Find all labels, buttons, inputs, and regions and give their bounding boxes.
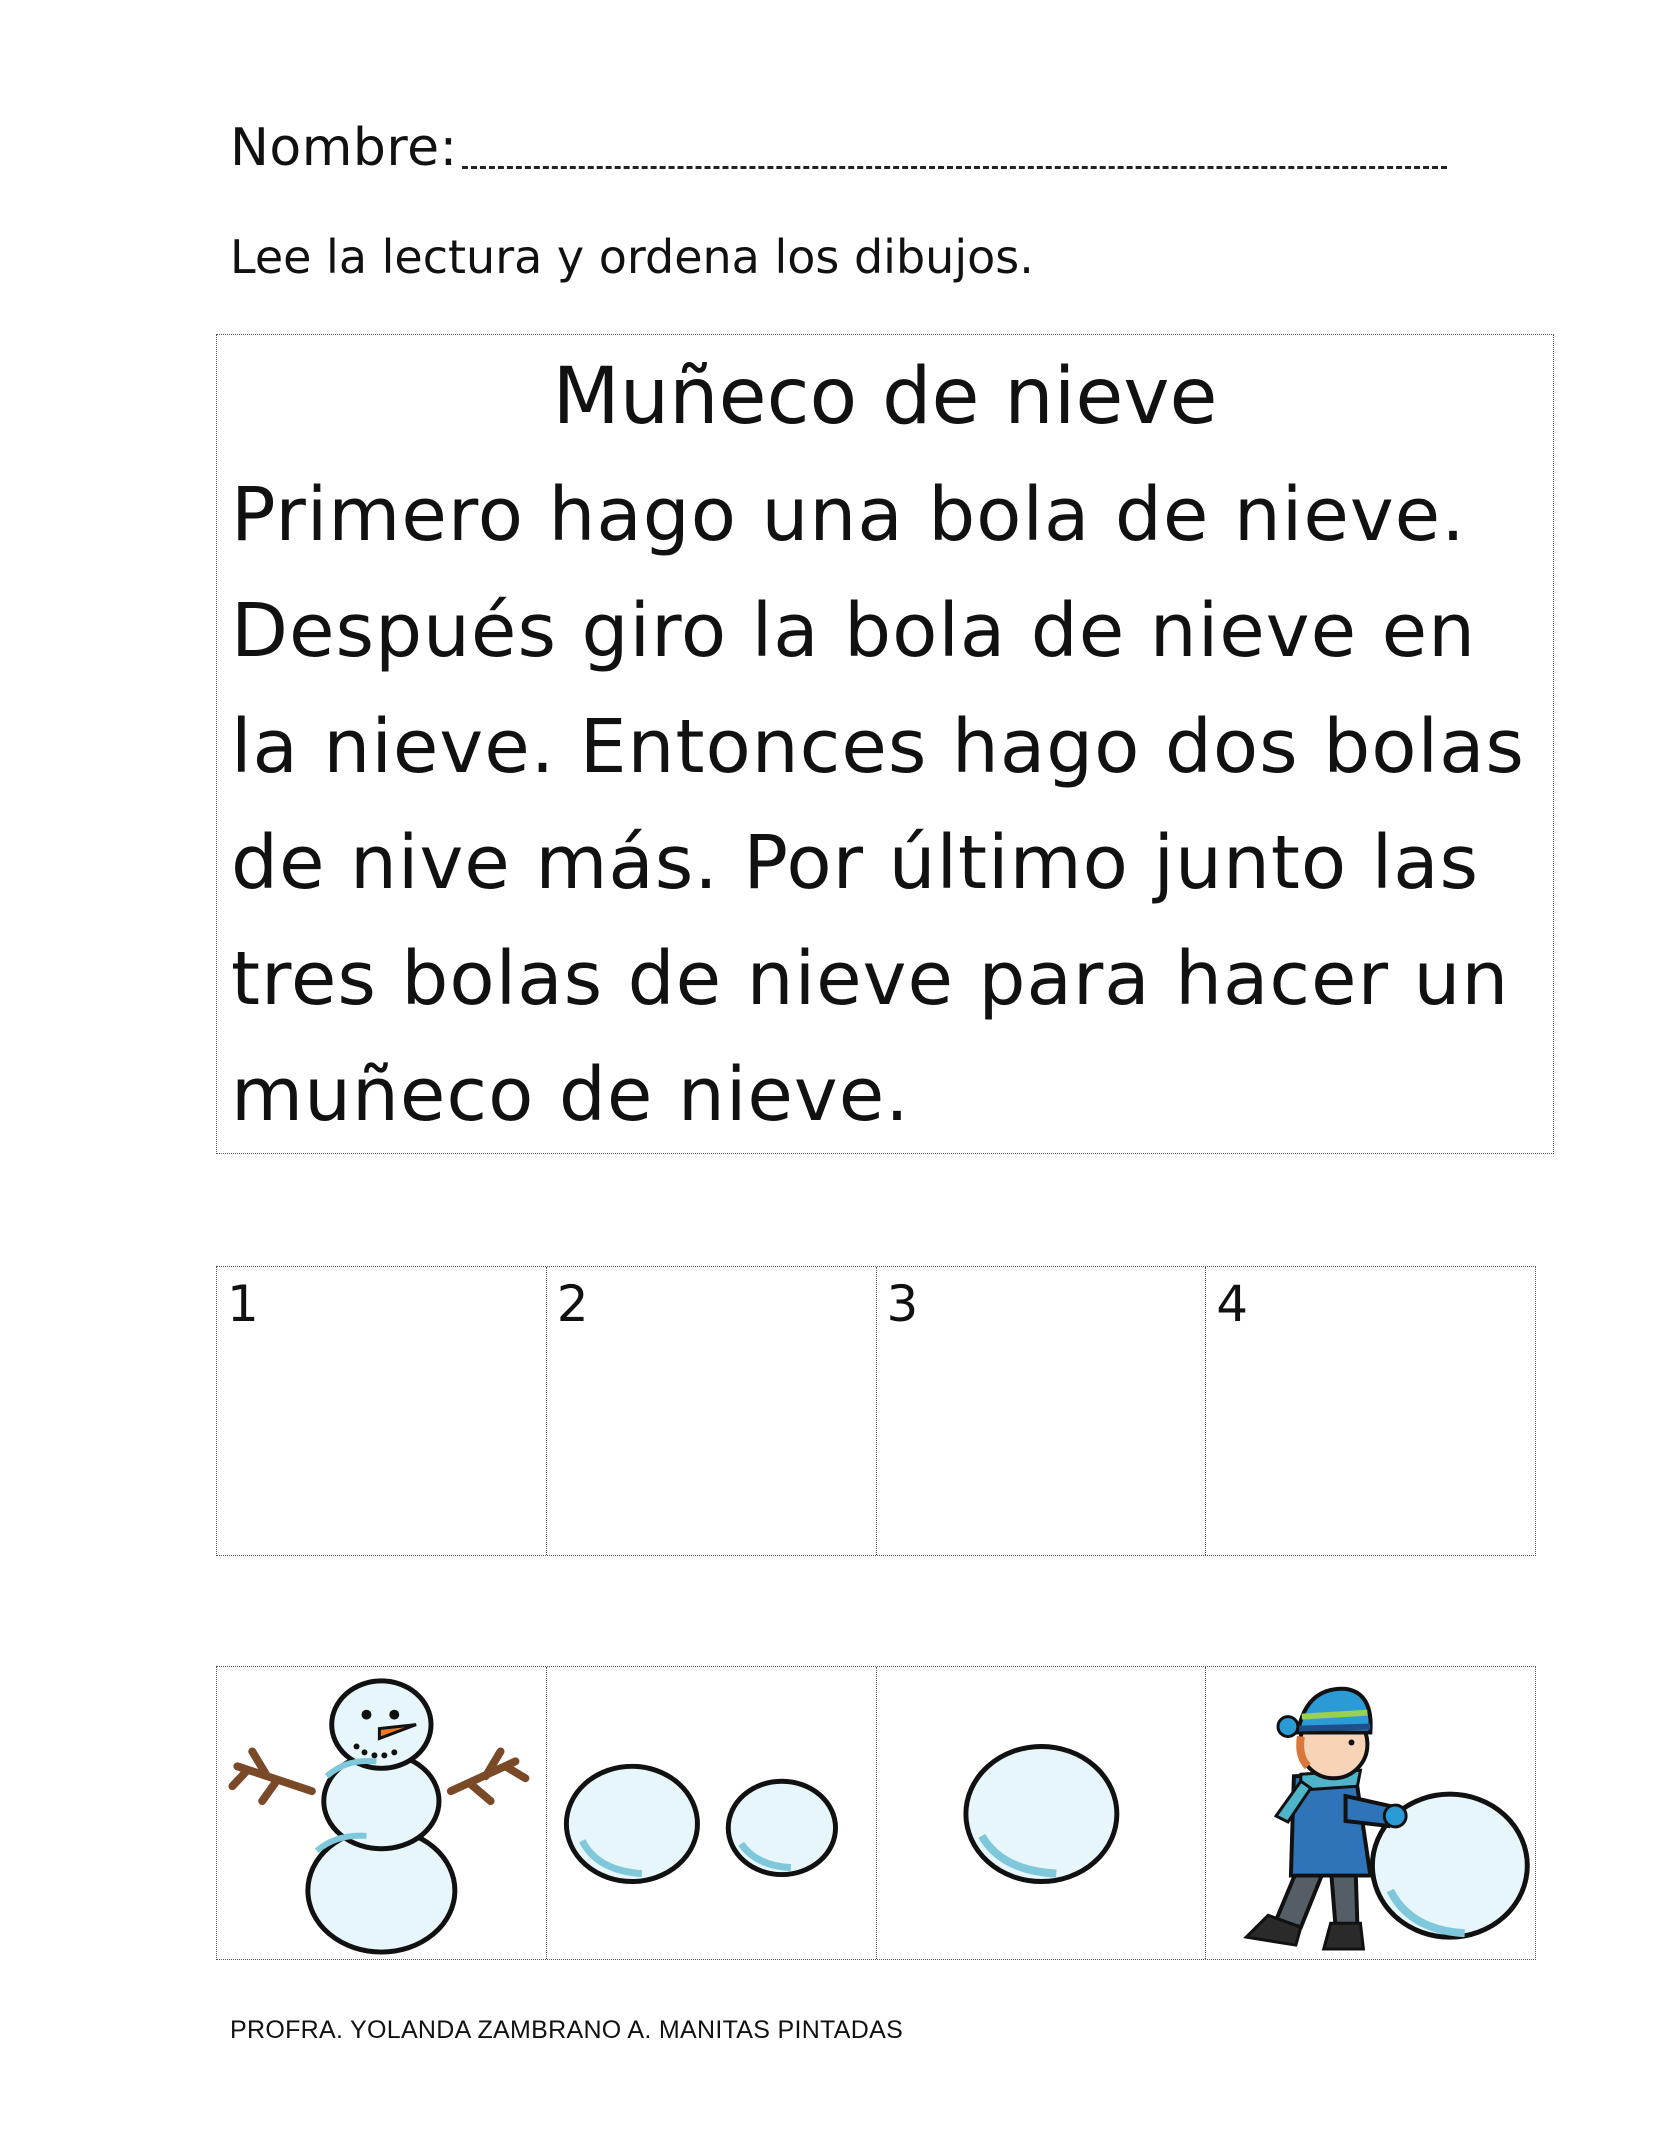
footer-credit: PROFRA. YOLANDA ZAMBRANO A. MANITAS PINTADAS (230, 2016, 904, 2044)
name-label: Nombre: (230, 118, 458, 178)
picture-card-child-rolling-snowball[interactable] (1206, 1667, 1535, 1959)
reading-box (216, 334, 1554, 1154)
child-rolling-snowball-icon (1206, 1667, 1535, 1959)
picture-card-snowball[interactable] (877, 1667, 1207, 1959)
snowball-icon (877, 1667, 1206, 1959)
answer-number: 2 (556, 1275, 589, 1333)
reading-title: Muñeco de nieve (552, 352, 1218, 442)
reading-text: Primero hago una bola de nieve. Después giro la bola de nieve en la nieve. Entonces hago dos bolas de nive más. Por último junto las tres bolas de nieve para hacer un muñeco de nieve. (231, 472, 1525, 1138)
picture-grid (216, 1666, 1536, 1960)
name-field (230, 118, 1447, 178)
name-blank-line[interactable] (462, 166, 1447, 169)
answer-number: 3 (886, 1275, 919, 1333)
two-snowballs-icon (547, 1667, 876, 1959)
instructions: Lee la lectura y ordena los dibujos. (230, 230, 1034, 284)
snowman-icon (217, 1667, 546, 1959)
picture-card-two-snowballs[interactable] (547, 1667, 877, 1959)
answer-number: 1 (227, 1275, 259, 1333)
answer-grid (216, 1266, 1536, 1556)
answer-number: 4 (1216, 1275, 1249, 1333)
answer-box-2[interactable] (547, 1267, 877, 1555)
answer-box-4[interactable] (1206, 1267, 1535, 1555)
answer-box-3[interactable] (877, 1267, 1207, 1555)
picture-card-snowman[interactable] (217, 1667, 547, 1959)
answer-box-1[interactable] (217, 1267, 547, 1555)
